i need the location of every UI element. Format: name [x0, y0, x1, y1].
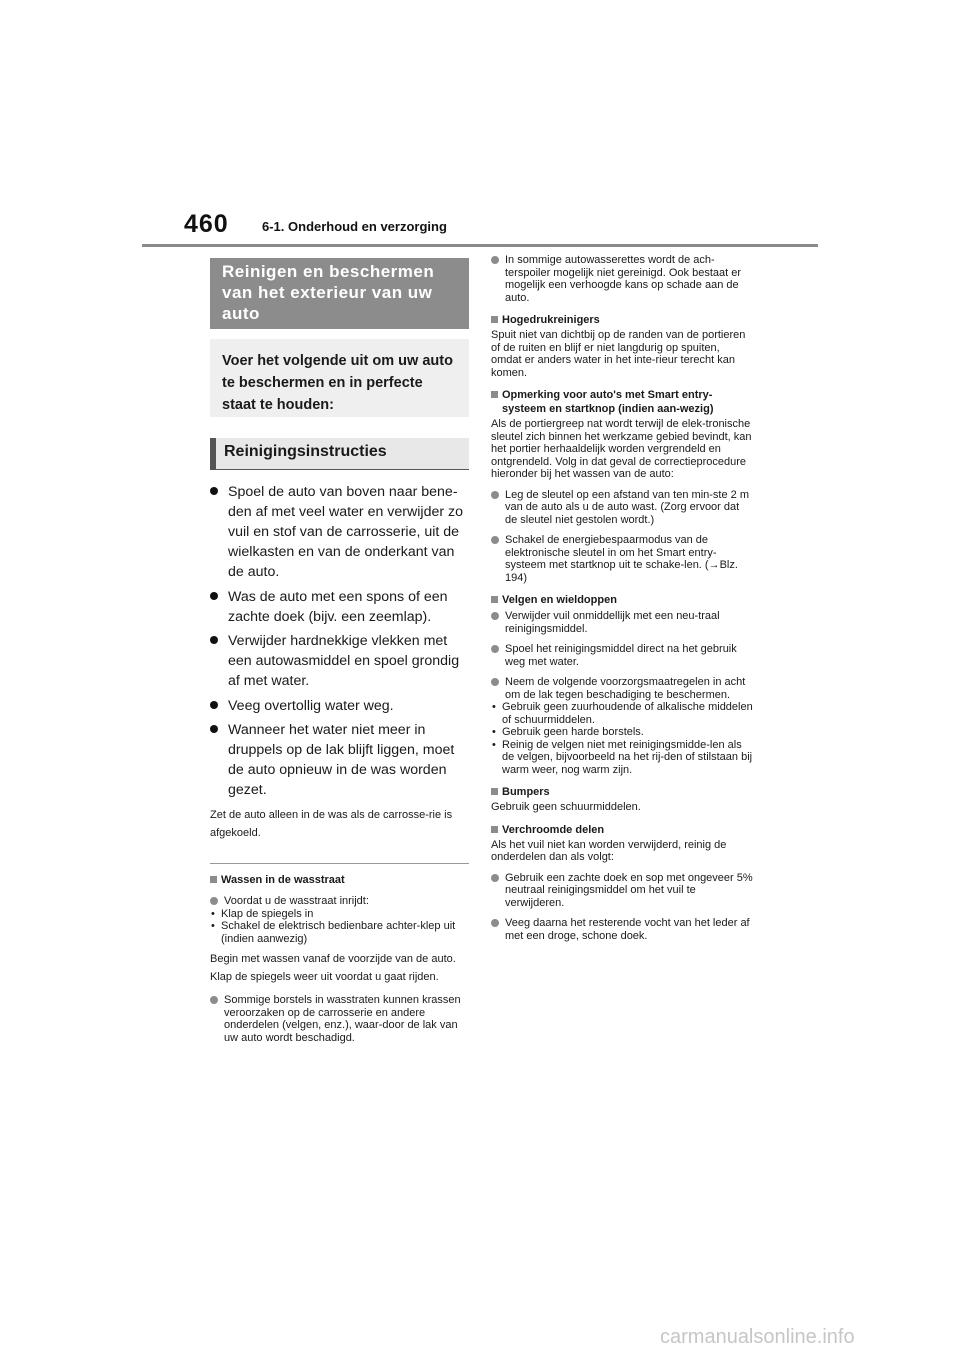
list-item: Veeg daarna het resterende vocht van het leder af met een droge, schone doek.: [491, 917, 753, 942]
pressure-washer-title: Hogedrukreinigers: [491, 313, 753, 327]
main-title: Reinigen en beschermen van het exterieur van uw auto: [210, 258, 469, 329]
square-icon: [491, 788, 498, 795]
list-item: Veeg overtollig water weg.: [210, 696, 469, 716]
sub-item: • Klap de spiegels in: [211, 907, 314, 920]
square-icon: [491, 391, 498, 398]
page-number: 460: [184, 210, 229, 238]
sub-item: • Schakel de elektrisch bedienbare achter-klep uit (indien aanwezig): [211, 920, 456, 945]
circle-bullet-icon: [210, 996, 218, 1004]
square-icon: [210, 876, 217, 883]
list-item: Neem de volgende voorzorgsmaatregelen in acht om de lak tegen beschadiging te beschermen. • Gebruik geen zuurhoudende of alkalische middelen of schuurmiddelen. • Gebruik geen harde borstels. • Reinig de velgen niet met reinigingsmidde-len als de velgen, bijvoorbeeld na het rij-den of stilstaan bij warm weer, nog warm zijn.: [492, 676, 753, 776]
carwash-text: Begin met wassen vanaf de voorzijde van de auto. Klap de spiegels weer uit voordat u gaat rijden.: [210, 953, 456, 983]
wheels-title: Velgen en wieldoppen: [491, 593, 753, 607]
carwash-title: Wassen in de wasstraat: [210, 873, 469, 887]
circle-bullet-icon: [491, 919, 499, 927]
list-item: Verwijder hardnekkige vlekken met een autowasmiddel en spoel grondig af met water.: [210, 631, 469, 691]
section-title: 6-1. Onderhoud en verzorging: [262, 219, 447, 234]
bullet-icon: [210, 592, 218, 600]
list-item: Spoel het reinigingsmiddel direct na het gebruik weg met water.: [491, 643, 753, 668]
circle-bullet-icon: [491, 678, 499, 686]
subheading: Reinigingsinstructies: [210, 438, 469, 470]
sub-item: • Reinig de velgen niet met reinigingsmidde-len als de velgen, bijvoorbeeld na het rij-den of stilstaan bij warm weer, nog warm zijn.: [492, 738, 753, 776]
bullet-icon: [210, 701, 218, 709]
list-item: In sommige autowasserettes wordt de ach-terspoiler mogelijk niet gereinigd. Ook bestaat er mogelijk een verhoogde kans op schade aan de auto.: [491, 254, 753, 304]
square-icon: [491, 596, 498, 603]
circle-bullet-icon: [491, 612, 499, 620]
bumpers-title: Bumpers: [491, 785, 753, 799]
divider: [210, 863, 469, 864]
list-item: Schakel de energiebespaarmodus van de elektronische sleutel in om het Smart entry-systeem met startknop uit te schake-len. (→Blz. 194): [491, 534, 753, 584]
smart-entry-text: Als de portiergreep nat wordt terwijl de elek-tronische sleutel zich binnen het werkzame gebied bevindt, kan het portier herhaaldelijk worden vergrendeld en ontgrendeld. Volg in dat geval de correctieprocedure hieronder bij het wassen van de auto:: [491, 418, 752, 480]
circle-bullet-icon: [491, 256, 499, 264]
right-column: [491, 254, 753, 942]
cleaning-steps: [210, 482, 469, 800]
bullet-icon: [210, 487, 218, 495]
circle-bullet-icon: [210, 897, 218, 905]
chrome-text: Als het vuil niet kan worden verwijderd, reinig de onderdelen dan als volgt:: [491, 838, 727, 863]
sub-item: • Gebruik geen harde borstels.: [492, 726, 644, 738]
watermark: carmanualsonline.info: [660, 1326, 855, 1348]
list-item: Spoel de auto van boven naar bene-den af met veel water en verwijder zo vuil en stof van de carrosserie, uit de wielkasten en van de onderkant van de auto.: [210, 482, 469, 582]
cooling-note: Zet de auto alleen in de was als de carrosse-rie is afgekoeld.: [210, 809, 453, 839]
circle-bullet-icon: [491, 874, 499, 882]
circle-bullet-icon: [491, 491, 499, 499]
left-column: [210, 258, 469, 1044]
square-icon: [491, 826, 498, 833]
pressure-washer-text: Spuit niet van dichtbij op de randen van de portieren of de ruiten en blijf er niet langdurig op spuiten, omdat er anders water in het inte-rieur terecht kan komen.: [491, 329, 746, 379]
circle-bullet-icon: [491, 536, 499, 544]
bumpers-text: Gebruik geen schuurmiddelen.: [491, 801, 641, 813]
sub-item: • Gebruik geen zuurhoudende of alkalische middelen of schuurmiddelen.: [492, 701, 753, 726]
list-item: Gebruik een zachte doek en sop met ongeveer 5% neutraal reinigingsmiddel om het vuil te verwijderen.: [491, 872, 753, 910]
square-icon: [491, 316, 498, 323]
bullet-icon: [210, 725, 218, 733]
circle-bullet-icon: [491, 645, 499, 653]
smart-entry-title: Opmerking voor auto's met Smart entry-systeem en startknop (indien aan-wezig): [491, 388, 753, 416]
intro-text: Voer het volgende uit om uw auto te beschermen en in perfecte staat te houden:: [210, 339, 469, 417]
list-item: Wanneer het water niet meer in druppels op de lak blijft liggen, moet de auto opnieuw in de was worden gezet.: [210, 720, 469, 800]
list-item: Sommige borstels in wasstraten kunnen krassen veroorzaken op de carrosserie en andere onderdelen (velgen, enz.), waar-door de lak van uw auto wordt beschadigd.: [210, 994, 469, 1044]
list-item: Was de auto met een spons of een zachte doek (bijv. een zeemlap).: [210, 587, 469, 627]
list-item: Voordat u de wasstraat inrijdt: • Klap de spiegels in • Schakel de elektrisch bedienbare achter-klep uit (indien aanwezig): [210, 895, 469, 945]
bullet-icon: [210, 636, 218, 644]
list-item: Verwijder vuil onmiddellijk met een neu-traal reinigingsmiddel.: [491, 610, 753, 635]
header-rule: [142, 244, 818, 247]
list-item: Leg de sleutel op een afstand van ten min-ste 2 m van de auto als u de auto wast. (Zorg ervoor dat de sleutel niet gestolen wordt.): [491, 489, 753, 527]
chrome-title: Verchroomde delen: [491, 823, 753, 837]
